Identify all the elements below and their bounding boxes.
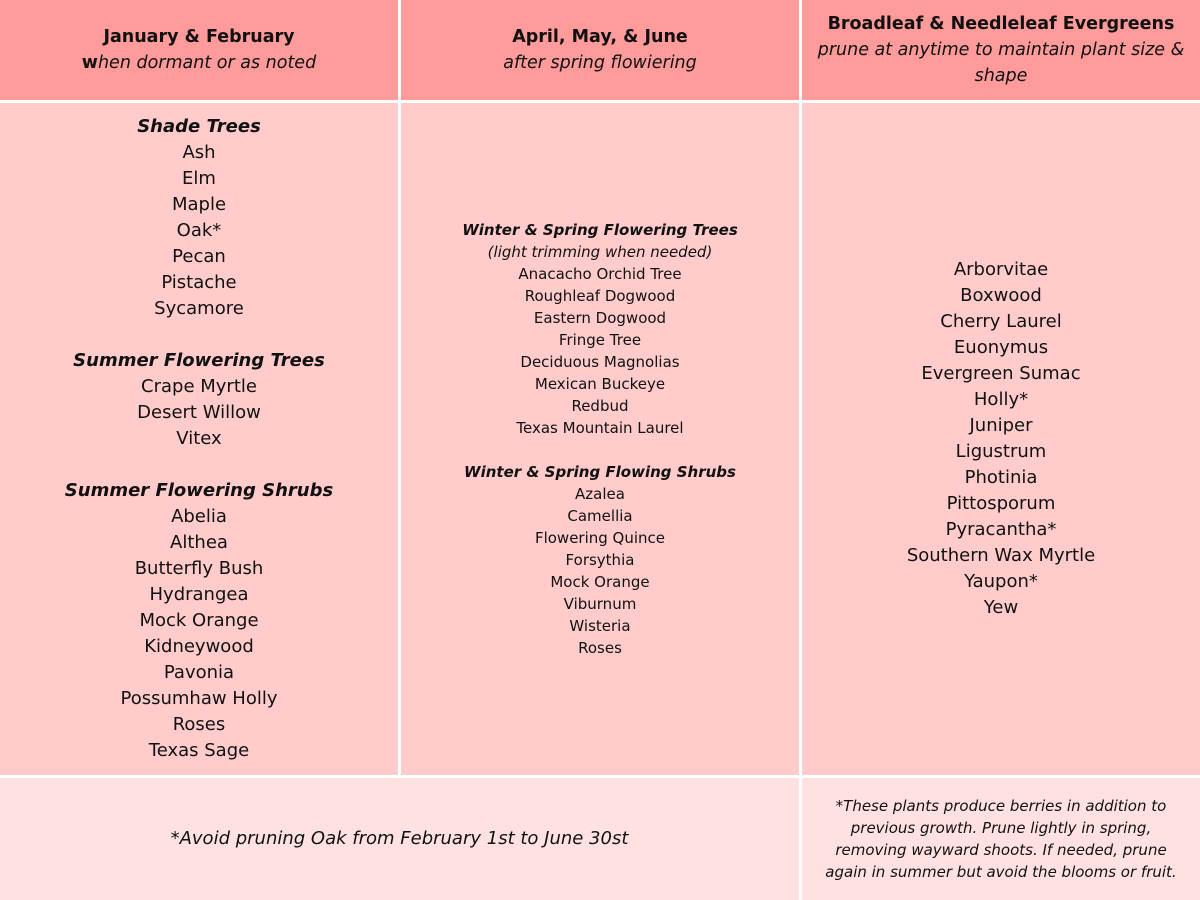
plant-list-item: Deciduous Magnolias — [520, 353, 680, 371]
evergreens-list — [907, 257, 1095, 621]
footer-berries-note — [802, 778, 1200, 900]
section-heading: Shade Trees — [137, 116, 261, 137]
footer-oak-note — [0, 778, 799, 900]
plant-list-item: Althea — [170, 532, 228, 553]
plant-list-item: Desert Willow — [137, 402, 261, 423]
header-title: January & February — [103, 27, 295, 47]
section-heading: Summer Flowering Shrubs — [64, 480, 334, 501]
section-note: (light trimming when needed) — [487, 243, 713, 261]
plant-list-item: Photinia — [964, 467, 1038, 488]
header-evergreens — [802, 0, 1200, 100]
header-title: April, May, & June — [512, 27, 688, 47]
plant-list-item: Pavonia — [163, 662, 235, 683]
plant-list-item: Juniper — [969, 415, 1033, 436]
column-april-may-june — [401, 103, 799, 775]
plant-list-item: Evergreen Sumac — [921, 363, 1081, 384]
plant-list-item: Holly* — [973, 389, 1029, 410]
plant-list-item: Maple — [171, 194, 227, 215]
plant-list-item: Redbud — [571, 397, 629, 415]
section-heading: Summer Flowering Trees — [73, 350, 325, 371]
plant-list-item: Texas Sage — [148, 740, 250, 761]
header-january-february — [0, 0, 398, 100]
header-subtitle-rest: hen dormant or as noted — [97, 53, 317, 73]
plant-list-item: Roses — [172, 714, 226, 735]
plant-list-item: Camellia — [567, 507, 633, 525]
plant-list-item: Sycamore — [154, 298, 244, 319]
shade-trees-list — [154, 140, 244, 322]
spring-flowering-shrubs-list — [535, 483, 665, 659]
plant-list-item: Mexican Buckeye — [534, 375, 666, 393]
plant-list-item: Mock Orange — [139, 610, 259, 631]
plant-list-item: Butterfly Bush — [134, 558, 264, 579]
plant-list-item: Roughleaf Dogwood — [524, 287, 676, 305]
plant-list-item: Pittosporum — [946, 493, 1056, 514]
header-subtitle-bold: w — [81, 53, 98, 73]
plant-list-item: Euonymus — [953, 337, 1049, 358]
plant-list-item: Wisteria — [569, 617, 631, 635]
plant-list-item: Pyracantha* — [945, 519, 1057, 540]
plant-list-item: Possumhaw Holly — [120, 688, 278, 709]
plant-list-item: Abelia — [171, 506, 227, 527]
plant-list-item: Vitex — [176, 428, 222, 449]
plant-list-item: Pecan — [172, 246, 226, 267]
footer-note-text: *Avoid pruning Oak from February 1st to June 30st — [170, 828, 629, 849]
column-evergreens — [802, 103, 1200, 775]
section-heading: Winter & Spring Flowing Shrubs — [464, 463, 736, 481]
plant-list-item: Yaupon* — [964, 571, 1038, 592]
column-january-february — [0, 103, 398, 775]
plant-list-item: Anacacho Orchid Tree — [518, 265, 682, 283]
plant-list-item: Roses — [578, 639, 622, 657]
summer-flowering-trees-list — [137, 374, 261, 452]
footer-note-text: *These plants produce berries in addition to previous growth. Prune lightly in spring, removing wayward shoots. If needed, prune again in summer but avoid the blooms or fruit. — [825, 797, 1177, 881]
header-title: Broadleaf & Needleleaf Evergreens — [827, 14, 1175, 34]
section-heading: Winter & Spring Flowering Trees — [462, 221, 738, 239]
plant-list-item: Crape Myrtle — [141, 376, 257, 397]
plant-list-item: Ligustrum — [955, 441, 1047, 462]
plant-list-item: Viburnum — [563, 595, 637, 613]
plant-list-item: Fringe Tree — [558, 331, 642, 349]
plant-list-item: Texas Mountain Laurel — [516, 419, 684, 437]
plant-list-item: Southern Wax Myrtle — [906, 545, 1096, 566]
plant-list-item: Hydrangea — [149, 584, 249, 605]
plant-list-item: Kidneywood — [144, 636, 254, 657]
header-subtitle: prune at anytime to maintain plant size & shape — [817, 40, 1185, 86]
header-subtitle: after spring flowiering — [503, 53, 697, 73]
header-subtitle — [82, 50, 316, 76]
plant-list-item: Yew — [983, 597, 1019, 618]
plant-list-item: Boxwood — [960, 285, 1042, 306]
plant-list-item: Azalea — [575, 485, 625, 503]
plant-list-item: Forsythia — [565, 551, 635, 569]
plant-list-item: Ash — [182, 142, 216, 163]
plant-list-item: Pistache — [161, 272, 237, 293]
summer-flowering-shrubs-list — [120, 504, 277, 764]
plant-list-item: Arborvitae — [953, 259, 1049, 280]
plant-list-item: Flowering Quince — [534, 529, 666, 547]
plant-list-item: Elm — [182, 168, 216, 189]
plant-list-item: Cherry Laurel — [940, 311, 1062, 332]
spring-flowering-trees-list — [516, 263, 683, 439]
header-april-may-june — [401, 0, 799, 100]
plant-list-item: Mock Orange — [550, 573, 650, 591]
plant-list-item: Oak* — [176, 220, 222, 241]
plant-list-item: Eastern Dogwood — [533, 309, 667, 327]
